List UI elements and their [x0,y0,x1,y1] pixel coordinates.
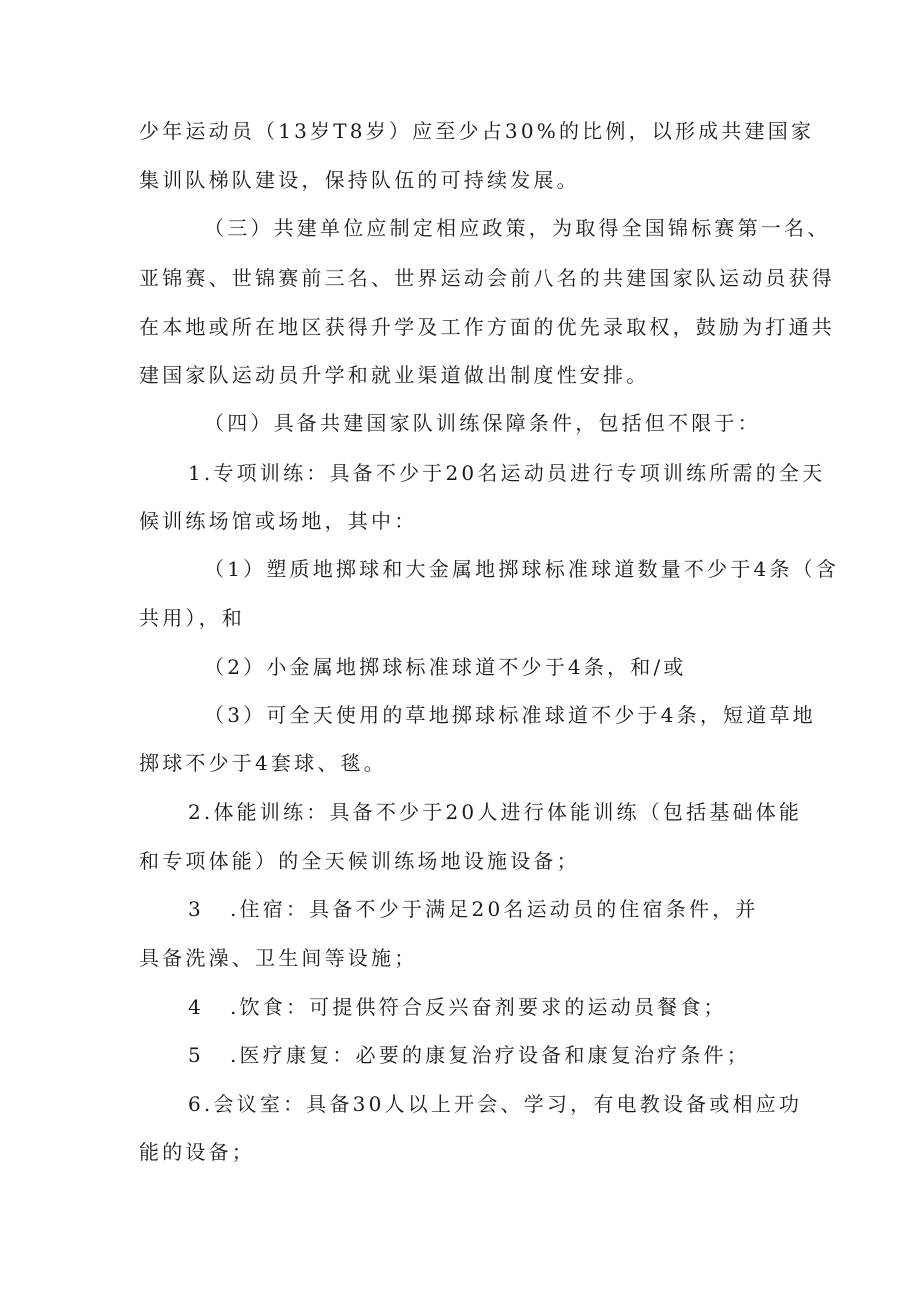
item-number: 4 [188,995,204,1019]
paragraph-line: 和专项体能）的全天候训练场地设施设备； [139,849,580,873]
numbered-item [188,897,759,921]
item-number: 5 [188,1043,204,1067]
paragraph-line: 集训队梯队建设，保持队伍的可持续发展。 [139,168,580,192]
paragraph-line: 掷球不少于4套球、毯。 [139,751,387,775]
paragraph-line: 1.专项训练：具备不少于20名运动员进行专项训练所需的全天 [188,461,826,485]
paragraph-line: （三）共建单位应制定相应政策，为取得全国锦标赛第一名、 [204,216,831,240]
paragraph-line: 建国家队运动员升学和就业渠道做出制度性安排。 [139,363,650,387]
paragraph-line: 6.会议室：具备30人以上开会、学习，有电教设备或相应功 [188,1092,803,1116]
numbered-item [188,1043,750,1067]
paragraph-line: 候训练场馆或场地，其中： [139,509,418,533]
paragraph-line: （1）塑质地掷球和大金属地掷球标准球道数量不少于4条（含 [204,557,840,581]
item-text: .住宿：具备不少于满足20名运动员的住宿条件，并 [230,897,759,921]
paragraph-line: （3）可全天使用的草地掷球标准球道不少于4条，短道草地 [204,703,816,727]
paragraph-line: 亚锦赛、世锦赛前三名、世界运动会前八名的共建国家队运动员获得 [139,266,835,290]
item-text: .饮食：可提供符合反兴奋剂要求的运动员餐食； [230,995,727,1019]
paragraph-line: （2）小金属地掷球标准球道不少于4条，和/或 [204,655,687,679]
item-number: 3 [188,897,204,921]
paragraph-line: 少年运动员（13岁T8岁）应至少占30%的比例，以形成共建国家 [139,119,815,143]
paragraph-line: 2.体能训练：具备不少于20人进行体能训练（包括基础体能 [188,800,803,824]
paragraph-line: 在本地或所在地区获得升学及工作方面的优先录取权，鼓励为打通共 [139,315,835,339]
numbered-item [188,995,727,1019]
paragraph-line: （四）具备共建国家队训练保障条件，包括但不限于： [204,411,761,435]
item-text: .医疗康复：必要的康复治疗设备和康复治疗条件； [230,1043,750,1067]
paragraph-line: 具备洗澡、卫生间等设施； [139,946,418,970]
paragraph-line: 能的设备； [139,1140,255,1164]
paragraph-line: 共用），和 [139,606,245,630]
